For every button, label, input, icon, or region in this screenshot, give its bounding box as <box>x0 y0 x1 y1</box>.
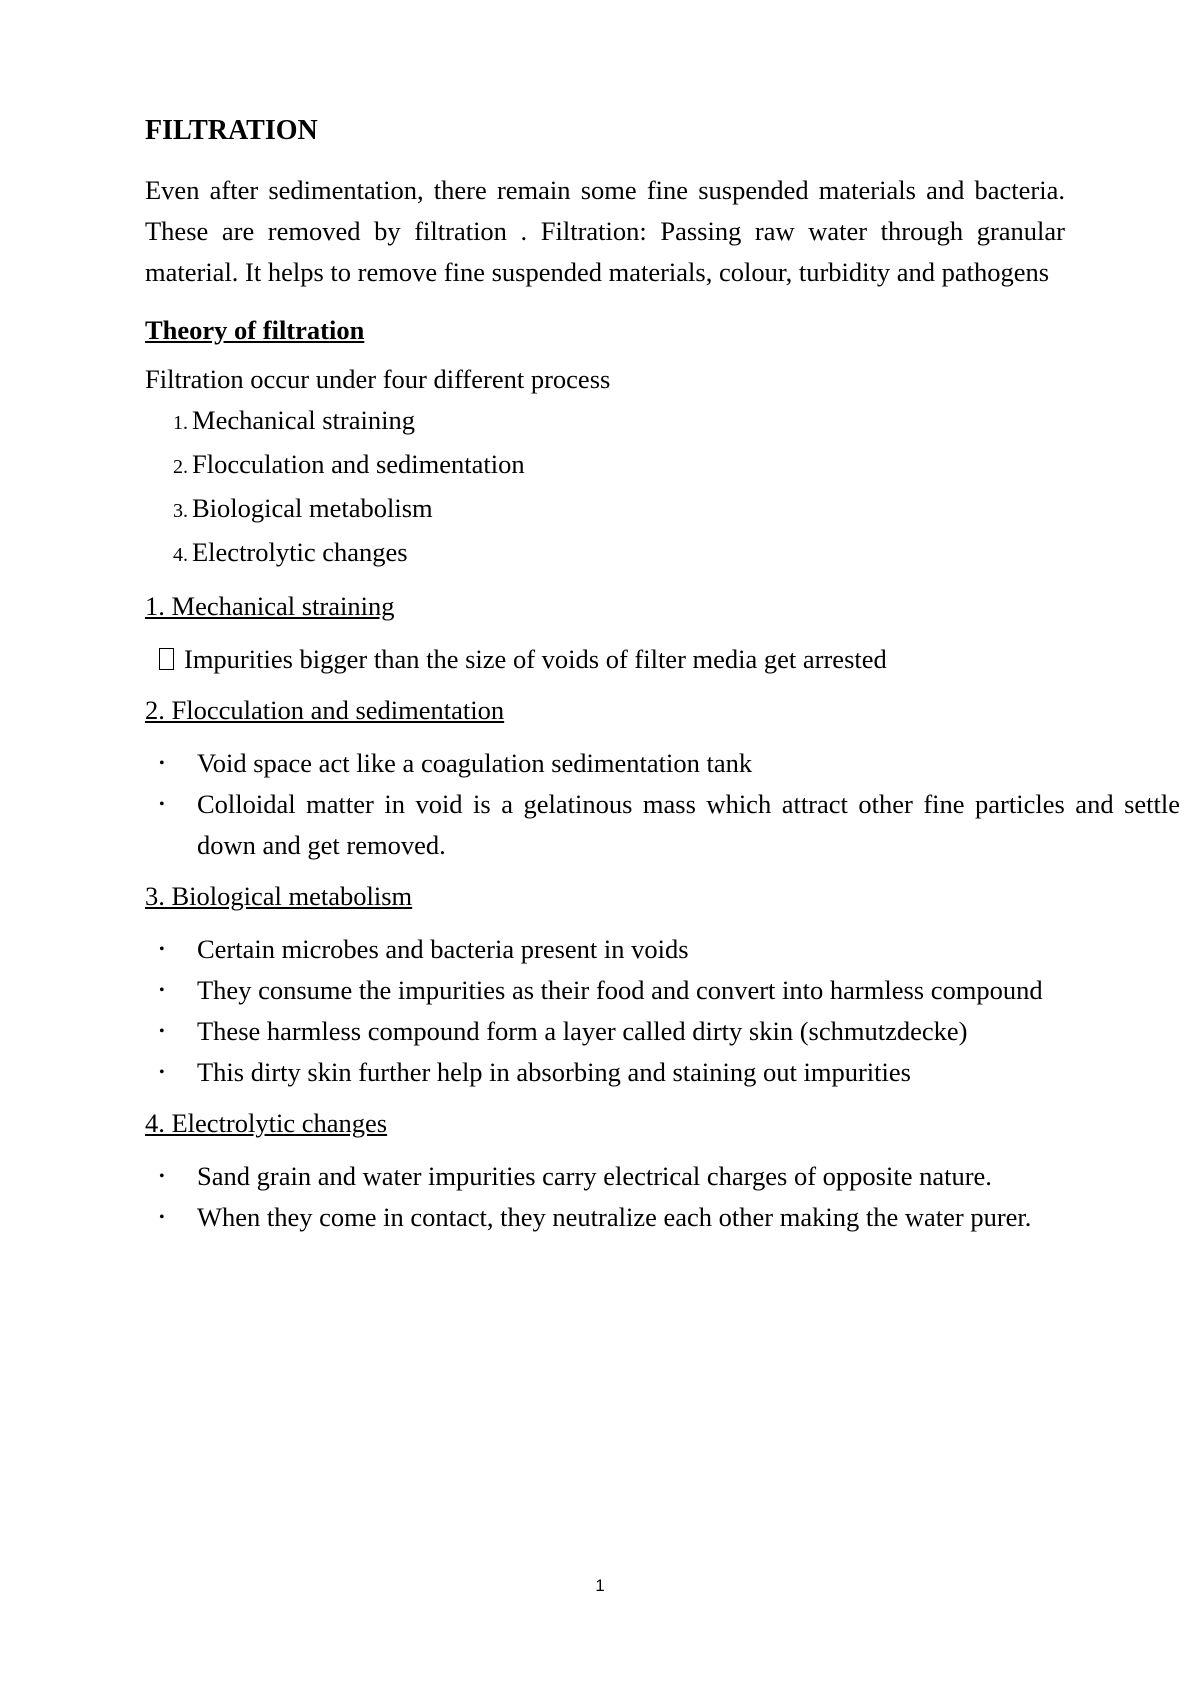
document-title: FILTRATION <box>145 115 318 146</box>
flocculation-bullets <box>145 743 1180 866</box>
bullet-text: When they come in contact, they neutralize each other making the water purer. <box>197 1202 1032 1232</box>
section-heading-biological-metabolism: 3. Biological metabolism <box>145 881 413 911</box>
bullet-item <box>145 1052 1180 1093</box>
bullet-icon: • <box>159 982 165 999</box>
process-text: Electrolytic changes <box>192 537 408 567</box>
bullet-text: Colloidal matter in void is a gelatinous mass which attract other fine particles and settle down and get removed. <box>197 789 1180 860</box>
bullet-text: They consume the impurities as their food and convert into harmless compound <box>197 975 1043 1005</box>
process-number: 3. <box>173 500 188 522</box>
empty-box-icon <box>159 648 174 670</box>
bullet-icon: • <box>159 1064 165 1081</box>
process-number: 2. <box>173 456 188 478</box>
process-number: 1. <box>173 412 188 434</box>
bullet-item <box>145 784 1180 866</box>
bullet-icon: • <box>159 1023 165 1040</box>
bullet-icon: • <box>159 1168 165 1185</box>
bullet-icon: • <box>159 796 165 813</box>
bullet-text: Certain microbes and bacteria present in voids <box>197 934 689 964</box>
process-text: Flocculation and sedimentation <box>192 449 525 479</box>
bullet-item <box>145 1011 1180 1052</box>
bullet-text: Void space act like a coagulation sedimentation tank <box>197 748 753 778</box>
bullet-icon: • <box>159 941 165 958</box>
process-number: 4. <box>173 544 188 566</box>
process-item <box>173 400 1180 444</box>
bullet-icon: • <box>159 755 165 772</box>
process-list <box>145 400 1180 576</box>
boxed-point <box>159 639 1180 680</box>
biological-bullets <box>145 929 1180 1093</box>
theory-intro: Filtration occur under four different process <box>145 364 611 394</box>
bullet-text: Sand grain and water impurities carry electrical charges of opposite nature. <box>197 1161 992 1191</box>
process-text: Biological metabolism <box>192 493 433 523</box>
bullet-text: These harmless compound form a layer called dirty skin (schmutzdecke) <box>197 1016 968 1046</box>
intro-paragraph: Even after sedimentation, there remain some fine suspended materials and bacteria. These are removed by filtration . Filtration: Passing raw water through granular material. It helps to remove fine suspended materials, colour, turbidity and pathogens <box>145 175 1065 287</box>
page-content <box>145 114 1180 1248</box>
bullet-icon: • <box>159 1209 165 1226</box>
process-item <box>173 488 1180 532</box>
bullet-item <box>145 1156 1180 1197</box>
bullet-text: This dirty skin further help in absorbing and staining out impurities <box>197 1057 911 1087</box>
section-heading-mechanical-straining: 1. Mechanical straining <box>145 591 395 621</box>
process-text: Mechanical straining <box>192 405 415 435</box>
boxed-point-text: Impurities bigger than the size of voids of filter media get arrested <box>184 644 887 674</box>
electrolytic-bullets <box>145 1156 1180 1238</box>
section-heading-flocculation: 2. Flocculation and sedimentation <box>145 695 505 725</box>
bullet-item <box>145 743 1180 784</box>
page-number: 1 <box>595 1576 605 1595</box>
process-item <box>173 444 1180 488</box>
theory-heading: Theory of filtration <box>145 315 365 345</box>
bullet-item <box>145 970 1180 1011</box>
process-item <box>173 532 1180 576</box>
bullet-item <box>145 929 1180 970</box>
section-heading-electrolytic-changes: 4. Electrolytic changes <box>145 1108 388 1138</box>
bullet-item <box>145 1197 1180 1238</box>
